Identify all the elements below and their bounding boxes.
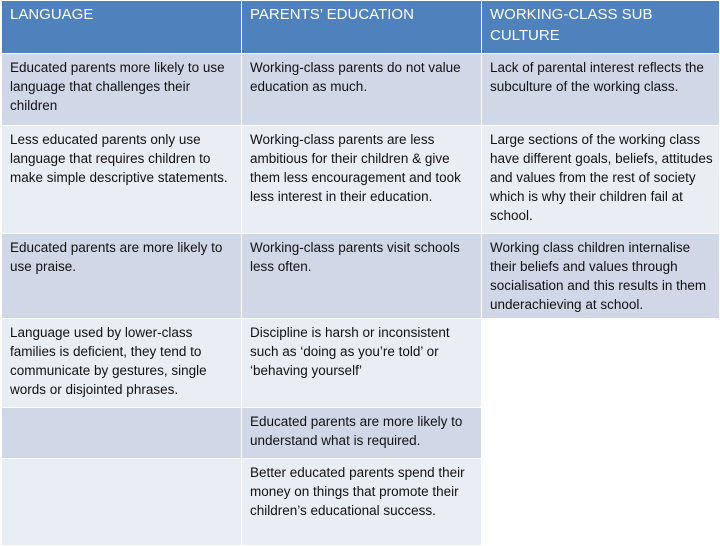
header-language: LANGUAGE bbox=[2, 1, 242, 54]
header-parents-education: PARENTS’ EDUCATION bbox=[242, 1, 482, 54]
sub-culture-cell: Lack of parental interest reflects the subculture of the working class. bbox=[482, 54, 720, 126]
language-cell: Less educated parents only use language that requires children to make simple descriptive statements. bbox=[2, 126, 242, 234]
sub-culture-cell-empty bbox=[482, 408, 720, 459]
parents-education-cell: Working-class parents are less ambitious for their children & give them less encouragement and took less interest in their education. bbox=[242, 126, 482, 234]
sub-culture-cell: Working class children internalise their beliefs and values through socialisation and this results in them underachieving at school. bbox=[482, 234, 720, 319]
language-cell: Language used by lower-class families is deficient, they tend to communicate by gestures, single words or disjointed phrases. bbox=[2, 319, 242, 408]
parents-education-cell: Working-class parents do not value education as much. bbox=[242, 54, 482, 126]
language-cell-empty bbox=[2, 408, 242, 459]
header-row bbox=[2, 1, 720, 54]
language-cell: Educated parents more likely to use language that challenges their children bbox=[2, 54, 242, 126]
parents-education-cell: Working-class parents visit schools less often. bbox=[242, 234, 482, 319]
language-cell: Educated parents are more likely to use praise. bbox=[2, 234, 242, 319]
sub-culture-cell-empty bbox=[482, 319, 720, 408]
table-row bbox=[2, 54, 720, 126]
language-cell-empty bbox=[2, 459, 242, 546]
sub-culture-cell: Large sections of the working class have different goals, beliefs, attitudes and values from the rest of society which is why their children fail at school. bbox=[482, 126, 720, 234]
table-row bbox=[2, 408, 720, 459]
table-row bbox=[2, 319, 720, 408]
table-row bbox=[2, 126, 720, 234]
parents-education-cell: Better educated parents spend their money on things that promote their children’s educational success. bbox=[242, 459, 482, 546]
parents-education-cell: Discipline is harsh or inconsistent such as ‘doing as you’re told’ or ‘behaving yourself’ bbox=[242, 319, 482, 408]
sub-culture-cell-empty bbox=[482, 459, 720, 546]
table-row bbox=[2, 234, 720, 319]
comparison-table bbox=[1, 0, 720, 546]
header-working-class-sub-culture: WORKING-CLASS SUB CULTURE bbox=[482, 1, 720, 54]
table-row bbox=[2, 459, 720, 546]
parents-education-cell: Educated parents are more likely to understand what is required. bbox=[242, 408, 482, 459]
